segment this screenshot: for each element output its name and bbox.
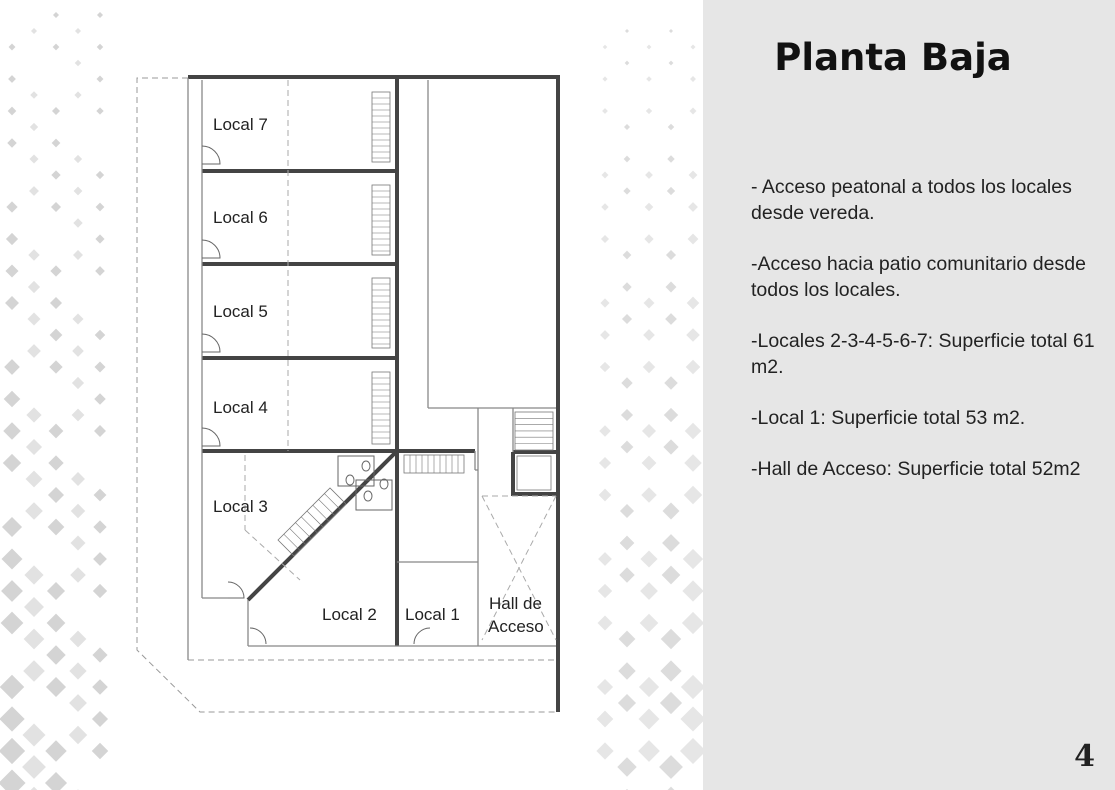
label-local-1: Local 1 xyxy=(405,605,460,624)
label-hall-line1: Hall de xyxy=(489,594,542,613)
label-local-3: Local 3 xyxy=(213,497,268,516)
label-hall-line2: Acceso xyxy=(488,617,544,636)
page-number: 4 xyxy=(1074,739,1095,774)
thin-walls xyxy=(188,78,556,660)
label-local-4: Local 4 xyxy=(213,398,268,417)
feature-item: - Acceso peatonal a todos los locales desde vereda. xyxy=(751,176,1072,224)
label-local-6: Local 6 xyxy=(213,208,268,227)
feature-item: -Local 1: Superficie total 53 m2. xyxy=(751,407,1026,429)
label-local-7: Local 7 xyxy=(213,115,268,134)
feature-item: -Hall de Acceso: Superficie total 52m2 xyxy=(751,458,1081,480)
page-title: Planta Baja xyxy=(774,36,1012,79)
description-panel xyxy=(703,0,1115,790)
feature-item: -Locales 2-3-4-5-6-7: Superficie total 61 m2. xyxy=(751,330,1095,378)
feature-item: -Acceso hacia patio comunitario desde todos los locales. xyxy=(751,253,1086,301)
label-local-2: Local 2 xyxy=(322,605,377,624)
label-local-5: Local 5 xyxy=(213,302,268,321)
feature-list xyxy=(751,174,1101,507)
